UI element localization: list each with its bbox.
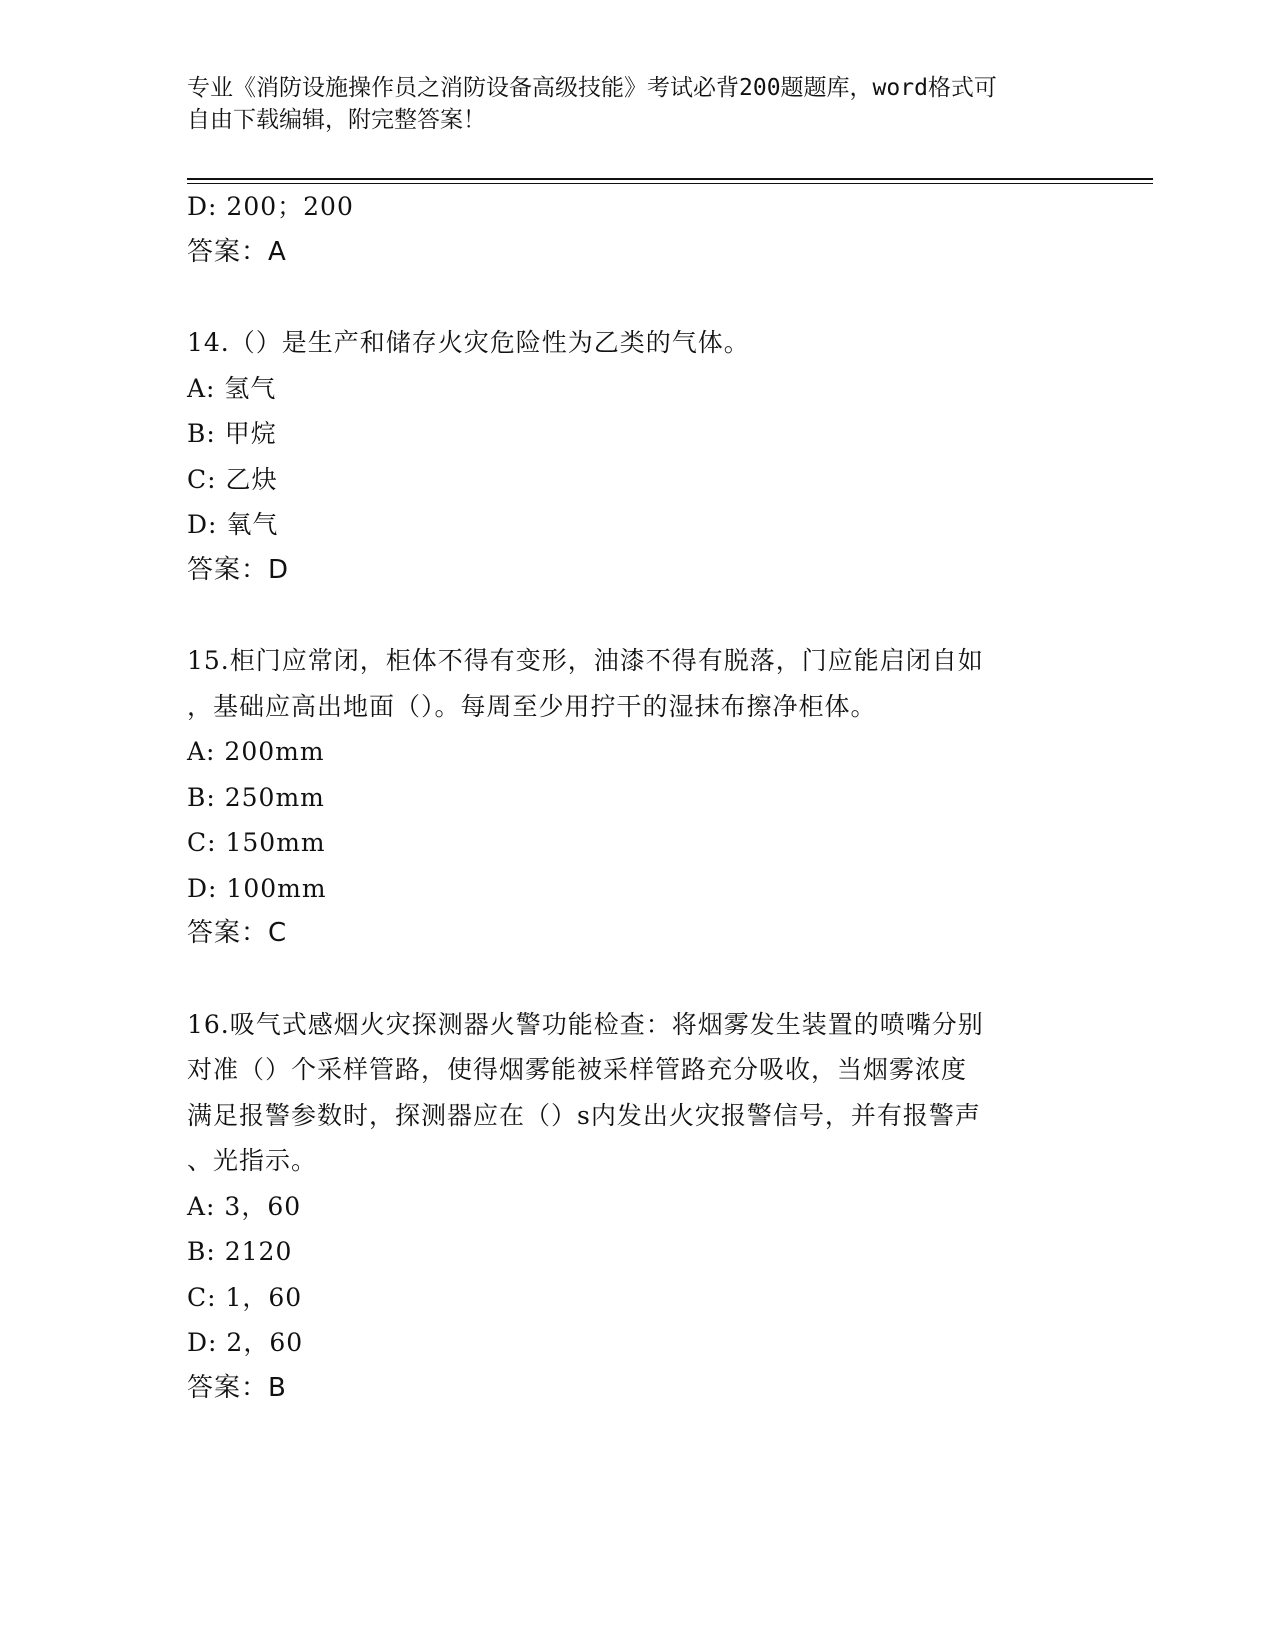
- option-b: B: 2120: [187, 1237, 293, 1266]
- spacer: [187, 957, 1087, 1002]
- spacer: [187, 593, 1087, 638]
- previous-question-tail: [187, 184, 1087, 275]
- question-14: [187, 320, 1087, 593]
- option-d: D: 氧气: [187, 510, 279, 539]
- option-d: D: 2，60: [187, 1328, 304, 1357]
- questions-body: [187, 184, 1087, 1411]
- option-a: A: 3，60: [187, 1191, 302, 1221]
- question-text-line-2: 对准（）个采样管路，使得烟雾能被采样管路充分吸收，当烟雾浓度: [187, 1055, 968, 1084]
- option-a: A: 200mm: [187, 737, 325, 766]
- option-c: C: 乙炔: [187, 464, 278, 494]
- option-d: D: 200；200: [187, 192, 354, 221]
- header-line-1: 专业《消防设施操作员之消防设备高级技能》考试必背200题题库，word格式可: [187, 75, 997, 101]
- answer-line: 答案：B: [187, 1372, 287, 1403]
- option-b: B: 甲烷: [187, 419, 277, 448]
- question-15: [187, 638, 1087, 957]
- question-text-line-1: 15.柜门应常闭，柜体不得有变形，油漆不得有脱落，门应能启闭自如: [187, 646, 984, 675]
- answer-line: 答案：C: [187, 918, 288, 948]
- option-d: D: 100mm: [187, 873, 327, 903]
- question-16: [187, 1002, 1087, 1412]
- header-line-2: 自由下载编辑，附完整答案！: [187, 107, 486, 133]
- question-text-line-4: 、光指示。: [187, 1146, 318, 1175]
- option-b: B: 250mm: [187, 782, 325, 812]
- option-c: C: 150mm: [187, 828, 326, 857]
- spacer: [187, 275, 1087, 320]
- question-text-line-1: 16.吸气式感烟火灾探测器火警功能检查：将烟雾发生装置的喷嘴分别: [187, 1009, 984, 1039]
- answer-line: 答案：D: [187, 554, 290, 585]
- header-rule-thick: [187, 178, 1153, 180]
- option-a: A: 氢气: [187, 373, 277, 403]
- question-text: 14.（）是生产和储存火灾危险性为乙类的气体。: [187, 328, 750, 357]
- document-header: [187, 72, 1067, 136]
- question-text-line-3: 满足报警参数时，探测器应在（）s内发出火灾报警信号，并有报警声: [187, 1100, 981, 1130]
- answer-line: 答案：A: [187, 236, 287, 267]
- option-c: C: 1，60: [187, 1282, 303, 1312]
- question-text-line-2: ，基础应高出地面（）。每周至少用拧干的湿抹布擦净柜体。: [187, 691, 877, 721]
